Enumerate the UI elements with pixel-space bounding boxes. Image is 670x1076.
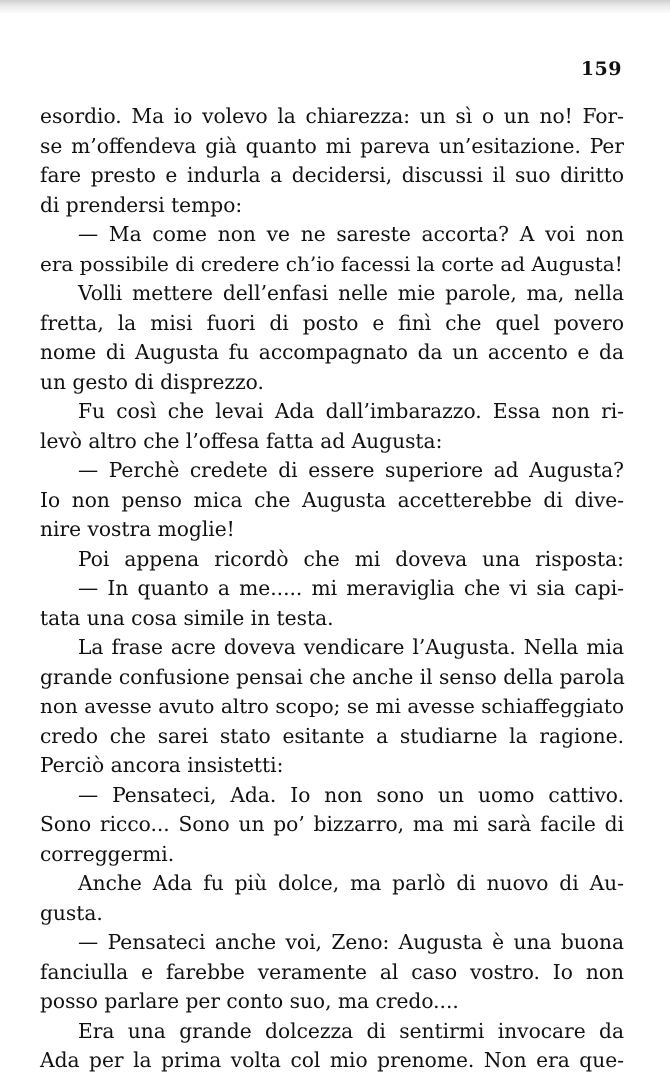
- text-line: era possibile di credere ch’io facessi la corte ad Augusta!: [40, 251, 623, 276]
- text-line: non avesse avuto altro scopo; se mi avesse schiaffeggiato: [40, 694, 624, 718]
- text-line: Volli mettere dell’enfasi nelle mie parole, ma, nella: [78, 281, 624, 305]
- text-line: posso parlare per conto suo, ma credo....: [40, 989, 459, 1013]
- text-line: Anche Ada fu più dolce, ma parlò di nuovo di Au-: [78, 871, 624, 895]
- text-line: — Pensateci anche voi, Zeno: Augusta è una buona: [78, 930, 624, 954]
- text-line: — Pensateci, Ada. Io non sono un uomo cattivo.: [78, 782, 624, 807]
- text-line: Ada per la prima volta col mio prenome. Non era que-: [40, 1048, 624, 1072]
- text-line: La frase acre doveva vendicare l’Augusta. Nella mia: [78, 635, 624, 659]
- text-line: Poi appena ricordò che mi doveva una risposta:: [78, 546, 624, 571]
- text-line: di prendersi tempo:: [40, 192, 243, 217]
- text-line: — Perchè credete di essere superiore ad Augusta?: [78, 458, 624, 482]
- body-text: [40, 102, 624, 1076]
- text-line: Fu così che levai Ada dall’imbarazzo. Essa non ri-: [78, 399, 624, 423]
- text-line: nire vostra moglie!: [40, 517, 235, 541]
- text-line: — In quanto a me..... mi meraviglia che vi sia capi-: [78, 576, 624, 600]
- text-line: esordio. Ma io volevo la chiarezza: un sì o un no! For-: [40, 104, 624, 128]
- text-line: tata una cosa simile in testa.: [40, 605, 334, 630]
- text-line: levò altro che l’offesa fatta ad Augusta:: [40, 428, 443, 453]
- page-top-shadow: [0, 0, 670, 14]
- text-line: credo che sarei stato esitante a studiarne la ragione.: [40, 723, 624, 748]
- page-number: 159: [580, 58, 622, 80]
- text-line: gusta.: [40, 900, 103, 925]
- text-line: fare presto e indurla a decidersi, discussi il suo diritto: [40, 163, 624, 187]
- text-line: fanciulla e farebbe veramente al caso vostro. Io non: [40, 959, 624, 984]
- text-line: un gesto di disprezzo.: [40, 369, 264, 394]
- text-line: Sono ricco... Sono un po’ bizzarro, ma mi sarà facile di: [40, 812, 624, 836]
- text-line: Era una grande dolcezza di sentirmi invocare da: [78, 1018, 624, 1043]
- text-line: se m’offendeva già quanto mi pareva un’esitazione. Per: [40, 133, 624, 158]
- text-line: nome di Augusta fu accompagnato da un accento e da: [40, 340, 624, 364]
- text-line: Io non penso mica che Augusta accetterebbe di dive-: [40, 487, 624, 512]
- text-line: grande confusione pensai che anche il senso della parola: [40, 664, 625, 689]
- text-line: correggermi.: [40, 841, 175, 866]
- text-line: fretta, la misi fuori di posto e finì che quel povero: [40, 310, 624, 335]
- text-line: Perciò ancora insistetti:: [40, 753, 284, 777]
- text-line: — Ma come non ve ne sareste accorta? A voi non: [78, 222, 624, 246]
